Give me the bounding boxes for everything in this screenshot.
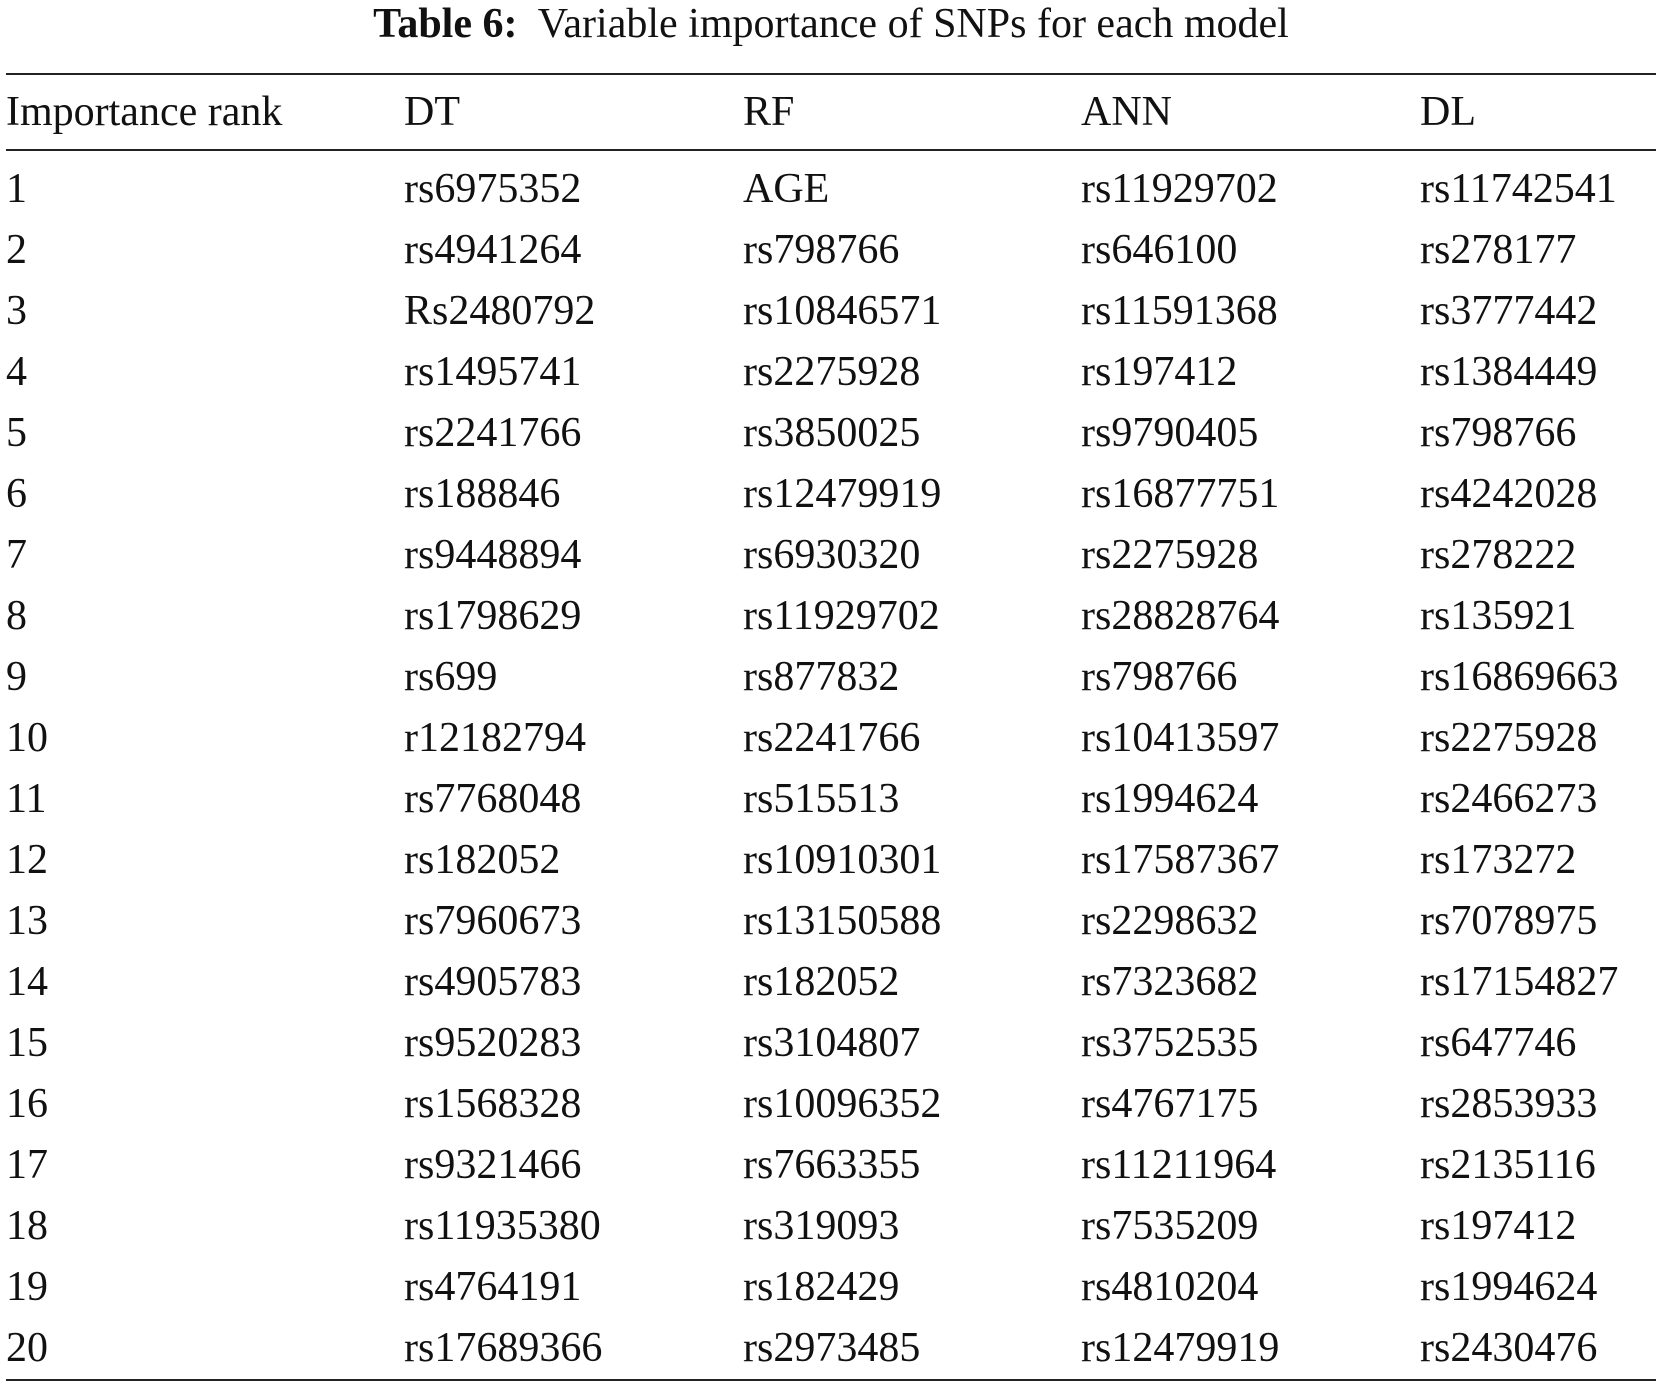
cell-rank: 18: [6, 1203, 48, 1249]
table-row: [6, 647, 1656, 708]
cell-rf: rs13150588: [743, 898, 942, 944]
cell-ann: rs7323682: [1081, 959, 1259, 1005]
cell-ann: rs11591368: [1081, 288, 1278, 334]
cell-rank: 16: [6, 1081, 48, 1127]
table-row: [6, 342, 1656, 403]
cell-dl: rs1384449: [1420, 349, 1598, 395]
cell-dt: rs9520283: [404, 1020, 582, 1066]
cell-rank: 9: [6, 654, 27, 700]
cell-ann: rs12479919: [1081, 1325, 1280, 1371]
cell-rank: 11: [6, 776, 47, 822]
cell-rank: 17: [6, 1142, 48, 1188]
cell-dt: rs7960673: [404, 898, 582, 944]
cell-dt: rs1798629: [404, 593, 582, 639]
cell-ann: rs11929702: [1081, 166, 1278, 212]
cell-rf: rs10910301: [743, 837, 942, 883]
cell-rf: rs319093: [743, 1203, 900, 1249]
cell-rank: 4: [6, 349, 27, 395]
cell-rank: 7: [6, 532, 27, 578]
cell-dl: rs197412: [1420, 1203, 1577, 1249]
table-row: [6, 769, 1656, 830]
cell-rf: rs3104807: [743, 1020, 921, 1066]
cell-rank: 13: [6, 898, 48, 944]
table-row: [6, 1135, 1656, 1196]
cell-ann: rs197412: [1081, 349, 1238, 395]
cell-rank: 20: [6, 1325, 48, 1371]
cell-dl: rs278177: [1420, 227, 1577, 273]
cell-rf: rs12479919: [743, 471, 942, 517]
table-row: [6, 830, 1656, 891]
cell-rf: rs3850025: [743, 410, 921, 456]
cell-dt: rs699: [404, 654, 498, 700]
cell-dt: rs17689366: [404, 1325, 603, 1371]
table-row: [6, 1257, 1656, 1318]
cell-dt: rs1495741: [404, 349, 582, 395]
cell-dl: rs17154827: [1420, 959, 1619, 1005]
cell-rank: 8: [6, 593, 27, 639]
cell-dt: rs7768048: [404, 776, 582, 822]
cell-rf: rs6930320: [743, 532, 921, 578]
table-row: [6, 1318, 1656, 1379]
bottom-rule: [6, 1379, 1656, 1381]
cell-dl: rs4242028: [1420, 471, 1598, 517]
table-row: [6, 150, 1656, 220]
cell-rank: 3: [6, 288, 27, 334]
table-row: [6, 220, 1656, 281]
cell-dl: rs2853933: [1420, 1081, 1598, 1127]
cell-dt: rs4905783: [404, 959, 582, 1005]
cell-dt: rs11935380: [404, 1203, 601, 1249]
table-caption-label: Table 6:: [373, 1, 518, 47]
cell-rank: 2: [6, 227, 27, 273]
cell-dt: rs182052: [404, 837, 561, 883]
cell-dl: rs16869663: [1420, 654, 1619, 700]
cell-ann: rs2298632: [1081, 898, 1259, 944]
cell-dl: rs1994624: [1420, 1264, 1598, 1310]
cell-dl: rs2135116: [1420, 1142, 1596, 1188]
table-row: [6, 1074, 1656, 1135]
table-caption-title: Variable importance of SNPs for each model: [537, 1, 1289, 47]
table-row: [6, 1196, 1656, 1257]
cell-ann: rs9790405: [1081, 410, 1259, 456]
cell-ann: rs2275928: [1081, 532, 1259, 578]
table-row: [6, 708, 1656, 769]
cell-dl: rs11742541: [1420, 166, 1617, 212]
cell-ann: rs28828764: [1081, 593, 1280, 639]
header-ann: ANN: [1081, 89, 1172, 135]
cell-dt: rs9321466: [404, 1142, 582, 1188]
header-importance-rank: Importance rank: [6, 89, 283, 135]
cell-dl: rs3777442: [1420, 288, 1598, 334]
cell-rf: rs7663355: [743, 1142, 921, 1188]
cell-ann: rs4767175: [1081, 1081, 1259, 1127]
cell-ann: rs17587367: [1081, 837, 1280, 883]
table-row: [6, 281, 1656, 342]
table-row: [6, 891, 1656, 952]
cell-rf: rs798766: [743, 227, 900, 273]
table-row: [6, 525, 1656, 586]
cell-dl: rs647746: [1420, 1020, 1577, 1066]
table-row: [6, 586, 1656, 647]
cell-rf: rs515513: [743, 776, 900, 822]
table-header: [6, 75, 1656, 150]
cell-dt: rs188846: [404, 471, 561, 517]
table-row: [6, 952, 1656, 1013]
cell-rank: 12: [6, 837, 48, 883]
cell-dl: rs135921: [1420, 593, 1577, 639]
cell-rf: rs10096352: [743, 1081, 942, 1127]
cell-dl: rs2466273: [1420, 776, 1598, 822]
cell-dl: rs798766: [1420, 410, 1577, 456]
cell-ann: rs10413597: [1081, 715, 1280, 761]
cell-ann: rs4810204: [1081, 1264, 1259, 1310]
cell-dt: rs4941264: [404, 227, 582, 273]
snp-importance-table: [6, 75, 1656, 1379]
cell-dl: rs7078975: [1420, 898, 1598, 944]
cell-dl: rs2430476: [1420, 1325, 1598, 1371]
header-row: [6, 75, 1656, 150]
cell-dt: rs6975352: [404, 166, 582, 212]
cell-dl: rs2275928: [1420, 715, 1598, 761]
cell-rank: 6: [6, 471, 27, 517]
cell-rf: rs10846571: [743, 288, 942, 334]
cell-ann: rs3752535: [1081, 1020, 1259, 1066]
cell-rank: 5: [6, 410, 27, 456]
cell-rank: 1: [6, 166, 27, 212]
header-rf: RF: [743, 89, 795, 135]
cell-rank: 19: [6, 1264, 48, 1310]
cell-ann: rs646100: [1081, 227, 1238, 273]
cell-rf: rs2241766: [743, 715, 921, 761]
cell-ann: rs16877751: [1081, 471, 1280, 517]
header-dl: DL: [1420, 89, 1476, 135]
table-row: [6, 464, 1656, 525]
snp-importance-table-container: [6, 73, 1656, 1381]
cell-dt: r12182794: [404, 715, 586, 761]
cell-rf: rs182429: [743, 1264, 900, 1310]
cell-rf: rs182052: [743, 959, 900, 1005]
cell-rank: 10: [6, 715, 48, 761]
cell-dt: Rs2480792: [404, 288, 596, 334]
cell-rf: rs2275928: [743, 349, 921, 395]
cell-dt: rs2241766: [404, 410, 582, 456]
table-row: [6, 1013, 1656, 1074]
cell-dl: rs173272: [1420, 837, 1577, 883]
cell-ann: rs1994624: [1081, 776, 1259, 822]
table-row: [6, 403, 1656, 464]
table-caption: [0, 0, 1662, 60]
cell-rank: 14: [6, 959, 48, 1005]
cell-ann: rs11211964: [1081, 1142, 1277, 1188]
cell-rf: rs877832: [743, 654, 900, 700]
cell-rf: AGE: [743, 166, 830, 212]
cell-dt: rs9448894: [404, 532, 582, 578]
cell-ann: rs798766: [1081, 654, 1238, 700]
cell-rf: rs2973485: [743, 1325, 921, 1371]
cell-dt: rs1568328: [404, 1081, 582, 1127]
table-body: [6, 150, 1656, 1379]
cell-rank: 15: [6, 1020, 48, 1066]
cell-dl: rs278222: [1420, 532, 1577, 578]
cell-rf: rs11929702: [743, 593, 940, 639]
cell-ann: rs7535209: [1081, 1203, 1259, 1249]
header-dt: DT: [404, 89, 460, 135]
cell-dt: rs4764191: [404, 1264, 582, 1310]
